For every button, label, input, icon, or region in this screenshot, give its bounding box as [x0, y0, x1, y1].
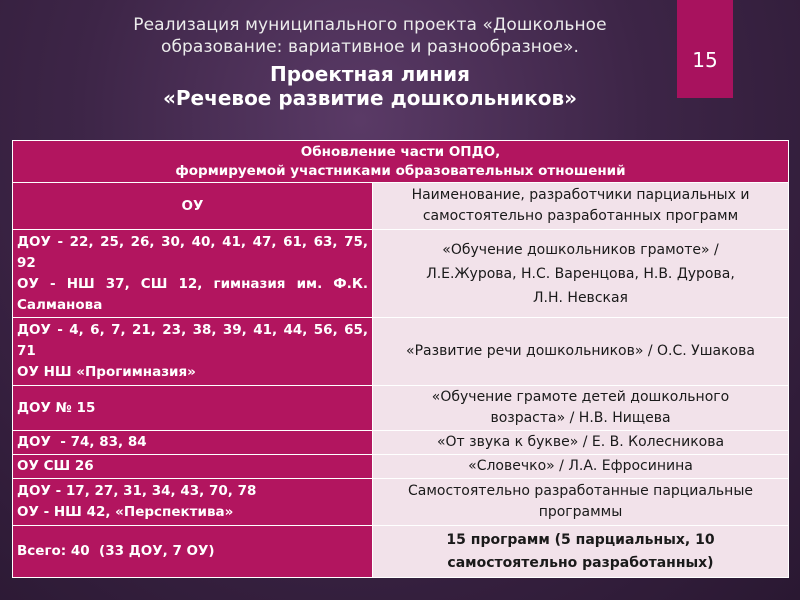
row-ou-line: Салманова: [17, 296, 103, 313]
table-row: [13, 455, 789, 479]
subtitle-line-1: Реализация муниципального проекта «Дошкольное: [133, 15, 607, 35]
table-row: [13, 318, 789, 386]
title-line-1: Проектная линия: [270, 62, 470, 86]
table-row-total: [13, 526, 789, 578]
row-program-cell: [373, 526, 789, 578]
row-program-line: возраста» / Н.В. Нищева: [490, 410, 671, 426]
subtitle-line-2: образование: вариативное и разнообразное».: [160, 37, 580, 57]
row-program-cell: [373, 479, 789, 526]
row-ou-cell: [13, 455, 373, 479]
row-program-line: 15 программ (5 парциальных, 10: [446, 531, 715, 548]
row-ou-cell: [13, 318, 373, 386]
row-program-line: «Обучение дошкольников грамоте» /: [442, 241, 719, 258]
table-row: [13, 479, 789, 526]
row-program-cell: [373, 230, 789, 318]
row-ou-line: ДОУ - 4, 6, 7, 21, 23, 38, 39, 41, 44, 56, 65,: [17, 322, 368, 338]
row-ou-line: ДОУ № 15: [17, 399, 96, 416]
row-ou-line: ОУ СШ 26: [17, 458, 94, 474]
row-ou-line: ДОУ - 22, 25, 26, 30, 40, 41, 47, 61, 63, 75,: [17, 233, 368, 250]
table-row: [13, 431, 789, 455]
row-ou-line: ДОУ - 74, 83, 84: [17, 434, 147, 450]
row-ou-line: 92: [17, 254, 36, 271]
row-program-line: Самостоятельно разработанные парциальные: [407, 483, 754, 499]
row-program-line: самостоятельно разработанных): [447, 554, 714, 571]
table-header-row: [13, 183, 789, 230]
row-ou-cell: [13, 230, 373, 318]
row-program-line: «Обучение грамоте детей дошкольного: [431, 389, 730, 405]
table-row: [13, 230, 789, 318]
row-program-line: «Словечко» / Л.А. Ефросинина: [468, 458, 693, 474]
table-title-row: [13, 141, 789, 183]
row-ou-line: ОУ - НШ 37, СШ 12, гимназия им. Ф.К.: [17, 275, 368, 292]
table-row: [13, 386, 789, 431]
row-ou-line: ДОУ - 17, 27, 31, 34, 43, 70, 78: [17, 483, 257, 499]
row-ou-line: Всего: 40 (33 ДОУ, 7 ОУ): [17, 543, 215, 559]
table-title-cell: [13, 141, 789, 183]
table-title-line-1: Обновление части ОПДО,: [300, 143, 501, 160]
row-ou-cell: [13, 526, 373, 578]
column-header-programs: [373, 183, 789, 230]
row-program-cell: [373, 455, 789, 479]
table-title-line-2: формируемой участниками образовательных отношений: [175, 162, 626, 179]
row-program-line: Л.Н. Невская: [533, 289, 628, 306]
title-line-2: «Речевое развитие дошкольников»: [162, 86, 578, 110]
row-program-cell: [373, 318, 789, 386]
row-program-line: Л.Е.Журова, Н.С. Варенцова, Н.В. Дурова,: [426, 265, 735, 282]
row-ou-line: 71: [17, 343, 36, 359]
row-program-cell: [373, 386, 789, 431]
column-header-programs-line-2: самостоятельно разработанных программ: [422, 208, 739, 224]
row-ou-cell: [13, 479, 373, 526]
row-ou-line: ОУ НШ «Прогимназия»: [17, 364, 196, 380]
row-ou-cell: [13, 386, 373, 431]
slide-header: [60, 14, 680, 110]
row-program-line: «От звука к букве» / Е. В. Колесникова: [436, 434, 725, 450]
column-header-programs-line-1: Наименование, разработчики парциальных и: [411, 187, 750, 203]
row-program-cell: [373, 431, 789, 455]
row-program-line: «Развитие речи дошкольников» / О.С. Ушакова: [406, 343, 755, 359]
row-ou-cell: [13, 431, 373, 455]
programs-table: [12, 140, 789, 578]
column-header-ou: ОУ: [13, 183, 373, 230]
row-program-line: программы: [538, 504, 623, 520]
row-ou-line: ОУ - НШ 42, «Перспектива»: [17, 504, 234, 520]
page-number-text: 15: [692, 48, 718, 72]
page-number: [677, 0, 733, 98]
